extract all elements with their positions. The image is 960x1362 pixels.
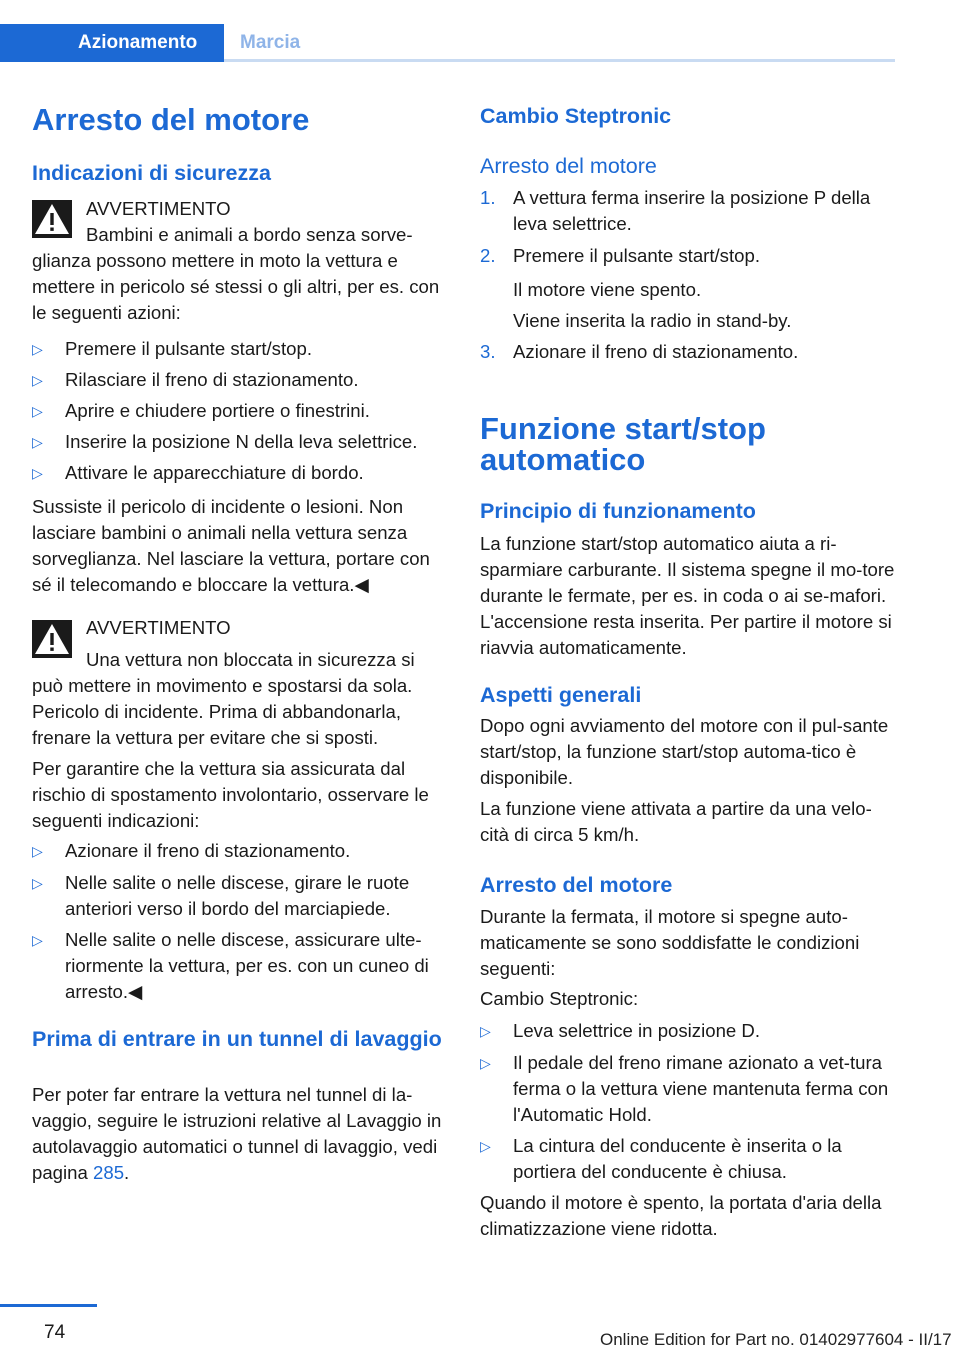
tab-azionamento-label: Azionamento — [78, 32, 198, 53]
list-item: ▷ Rilasciare il freno di stazionamento. — [32, 367, 446, 393]
steptronic-heading: Cambio Steptronic — [480, 104, 672, 128]
warning-text-line: Bambini e animali a bordo senza sorve‐ — [86, 224, 413, 245]
page-number: 74 — [44, 1322, 66, 1343]
bullet-icon: ▷ — [480, 1023, 491, 1039]
tunnel-heading: Prima di entrare in un tunnel di lavaggio — [32, 1027, 442, 1051]
bullet-icon: ▷ — [32, 465, 43, 481]
warning-text: glianza possono mettere in moto la vettura e mettere in pericolo sé stessi o gli altri, per es. con le seguenti azioni: — [32, 250, 440, 323]
aspetti-heading: Aspetti generali — [480, 683, 642, 707]
bullet-icon: ▷ — [32, 341, 43, 357]
warning-text: può mettere in movimento e spostarsi da sola. Pericolo di incidente. Prima di abbandonarla, frenare la vettura per evitare che si sposti. — [32, 675, 413, 748]
step-note: Viene inserita la radio in stand-by. — [513, 310, 792, 331]
section-title: Funzione start/stop automatico — [480, 411, 766, 477]
warning-conclusion: Sussiste il pericolo di incidente o lesioni. Non lasciare bambini o animali nella vettura senza sorveglianza. Nel lasciare la vettura, portare con sé il telecomando e bloccare la vettura.◀ — [32, 496, 430, 595]
tab-marcia[interactable]: Marcia — [240, 32, 301, 53]
bullet-icon: ▷ — [32, 932, 43, 948]
principio-heading: Principio di funzionamento — [480, 499, 756, 523]
header-bar — [0, 0, 895, 62]
bullet-icon: ▷ — [32, 403, 43, 419]
bullet-icon: ▷ — [480, 1138, 491, 1154]
safety-heading: Indicazioni di sicurezza — [32, 161, 271, 185]
bullet-icon: ▷ — [32, 843, 43, 859]
tab-azionamento[interactable] — [0, 24, 224, 62]
paragraph: Per garantire che la vettura sia assicurata dal rischio di spostamento involontario, osservare le seguenti indicazioni: — [32, 758, 429, 831]
numbered-step: 2. Premere il pulsante start/stop. — [480, 245, 760, 266]
list-item: ▷ Il pedale del freno rimane azionato a vet‐tura ferma o la vettura viene mantenuta ferma con l'Automatic Hold. — [480, 1052, 889, 1125]
paragraph: Quando il motore è spento, la portata d'aria della climatizzazione viene ridotta. — [480, 1192, 882, 1239]
numbered-step: 3. Azionare il freno di stazionamento. — [480, 341, 799, 362]
list-item: ▷ Nelle salite o nelle discese, girare le ruote anteriori verso il bordo del marciapiede. — [32, 872, 410, 919]
arresto-heading: Arresto del motore — [480, 873, 673, 897]
paragraph: Dopo ogni avviamento del motore con il pul‐sante start/stop, la funzione start/stop automa‐tico è disponibile. — [480, 715, 889, 788]
edition-text: Online Edition for Part no. 01402977604 - II/17 — [600, 1330, 952, 1349]
bullet-icon: ▷ — [32, 434, 43, 450]
footer-divider — [0, 1304, 97, 1307]
warning-title: AVVERTIMENTO — [86, 198, 231, 219]
list-item: ▷ Leva selettrice in posizione D. — [480, 1018, 895, 1044]
numbered-step: 1. A vettura ferma inserire la posizione P della leva selettrice. — [480, 187, 871, 234]
list-item: ▷ La cintura del conducente è inserita o la portiera del conducente è chiusa. — [480, 1135, 842, 1182]
step-note: Il motore viene spento. — [513, 279, 702, 300]
list-item: ▷ Aprire e chiudere portiere o finestrini. — [32, 398, 446, 424]
list-item: ▷ Premere il pulsante start/stop. — [32, 336, 446, 362]
paragraph: Cambio Steptronic: — [480, 988, 639, 1009]
warning-title: AVVERTIMENTO — [86, 617, 231, 638]
paragraph: La funzione viene attivata a partire da una velo‐cità di circa 5 km/h. — [480, 798, 872, 845]
list-item: ▷ Nelle salite o nelle discese, assicurare ulte‐riormente la vettura, per es. con un cuneo di arresto.◀ — [32, 929, 429, 1002]
paragraph: Durante la fermata, il motore si spegne auto‐maticamente se sono soddisfatte le condizioni seguenti: — [480, 906, 860, 979]
bullet-icon: ▷ — [32, 875, 43, 891]
arresto-subheading: Arresto del motore — [480, 154, 657, 178]
warning-text-line: Una vettura non bloccata in sicurezza si — [86, 649, 415, 670]
header-divider — [224, 59, 895, 62]
section-title: Arresto del motore — [32, 102, 310, 137]
page-link[interactable]: 285 — [93, 1162, 125, 1183]
paragraph: La funzione start/stop automatico aiuta a ri‐sparmiare carburante. Il sistema spegne il mo‐tore durante le fermate, per es. in coda o ai se‐mafori. L'accensione resta inserita. Per partire il motore si riavvia automaticamente. — [480, 533, 895, 658]
list-item: ▷ Attivare le apparecchiature di bordo. — [32, 460, 446, 486]
bullet-icon: ▷ — [480, 1055, 491, 1071]
paragraph: Per poter far entrare la vettura nel tunnel di la‐vaggio, seguire le istruzioni relative al Lavaggio in autolavaggio automatici o tunnel di lavaggio, vedi pagina 285. — [32, 1084, 442, 1183]
list-item: ▷ Inserire la posizione N della leva selettrice. — [32, 429, 446, 455]
list-item: ▷ Azionare il freno di stazionamento. — [32, 838, 446, 864]
bullet-icon: ▷ — [32, 372, 43, 388]
